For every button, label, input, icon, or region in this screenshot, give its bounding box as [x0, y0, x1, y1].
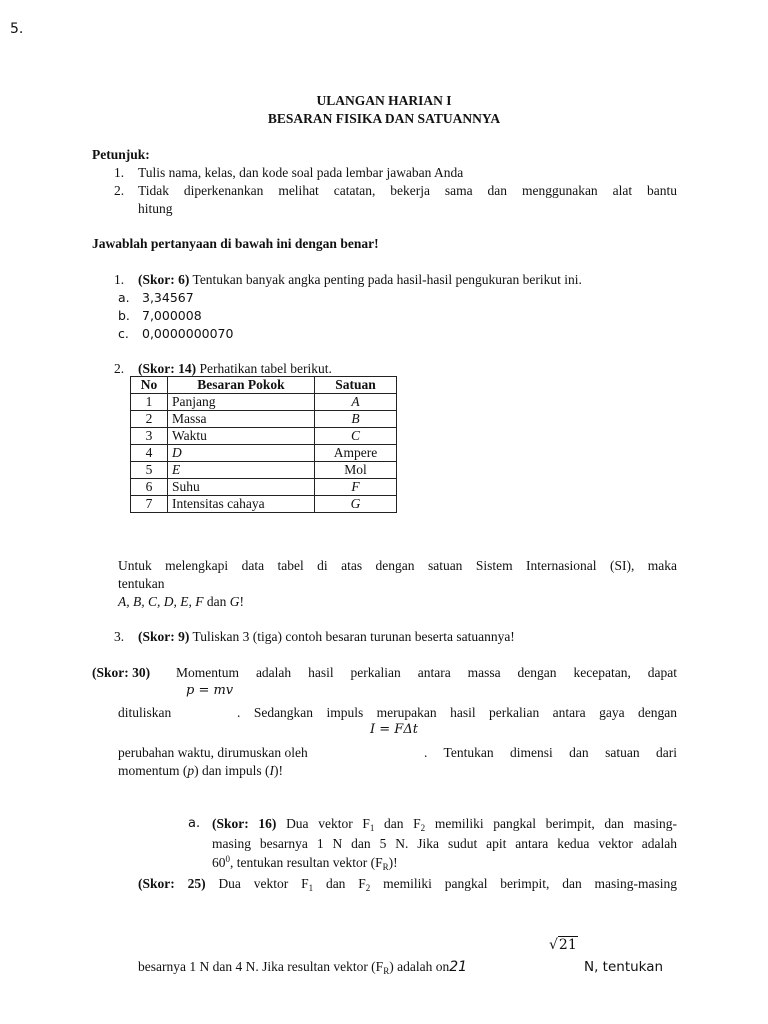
q1-option-a-value: 3,34567	[142, 290, 194, 305]
table-row	[131, 411, 397, 428]
answer-prompt: Jawablah pertanyaan di bawah ini dengan benar!	[92, 236, 379, 251]
table-cell-satuan: C	[315, 428, 397, 445]
q5a-line-1	[212, 815, 677, 833]
instruction-1-text: Tulis nama, kelas, dan kode soal pada lembar jawaban Anda	[138, 165, 464, 180]
q5b-line-1	[138, 875, 677, 893]
q2-followup-vars: A, B, C, D, E, F	[118, 594, 204, 609]
q1-score: (Skor: 6)	[138, 272, 190, 287]
q5a-line-2: masing besarnya 1 N dan 5 N. Jika sudut apit antara kedua vektor adalah	[212, 836, 677, 851]
instruction-2-text-line-2: hitung	[138, 201, 173, 216]
table-row	[131, 479, 397, 496]
q2-number: 2.	[114, 361, 125, 376]
q5a-line-3-a: 60	[212, 855, 226, 870]
q2-text: Perhatikan tabel berikut.	[199, 361, 332, 376]
table-row	[131, 462, 397, 479]
table-cell-besaran: Panjang	[168, 394, 315, 411]
instruction-1-number: 1.	[114, 165, 125, 180]
q4-formula-momentum: p = mv	[186, 683, 234, 698]
instruction-2-number: 2.	[114, 183, 125, 198]
q5b-line-2	[138, 958, 467, 976]
q5b-line-2-b: ) adalah on	[389, 959, 450, 974]
q5b-sqrt-symbol: √	[549, 937, 558, 953]
q3-text-line	[138, 628, 515, 646]
table-cell-besaran: Massa	[168, 411, 315, 428]
table-header-satuan: Satuan	[315, 377, 397, 394]
page-number: 5.	[10, 21, 24, 37]
q5a-line-3	[212, 854, 398, 872]
q5b-line-2-num: 21	[449, 959, 468, 975]
q3-score: (Skor: 9)	[138, 629, 190, 644]
q1-number: 1.	[114, 272, 125, 287]
q5b-sqrt-value: 21	[558, 937, 577, 953]
title-line-1: ULANGAN HARIAN I	[316, 93, 452, 108]
table-cell-no: 7	[131, 496, 168, 513]
table-cell-besaran: Suhu	[168, 479, 315, 496]
q5b-sqrt-formula	[549, 936, 578, 954]
q4-line-3-b: . Tentukan dimensi dan satuan dari	[424, 745, 677, 760]
table-header-besaran: Besaran Pokok	[168, 377, 315, 394]
table-cell-no: 1	[131, 394, 168, 411]
q5a-line-1-c: memiliki pangkal berimpit, dan masing-	[434, 816, 678, 831]
instructions-heading: Petunjuk:	[92, 147, 150, 162]
q1-option-c-label: c.	[118, 326, 129, 341]
q4-score: (Skor: 30)	[92, 665, 151, 680]
q4-formula-impuls: I = FΔt	[370, 722, 418, 737]
q1-text-line	[138, 271, 582, 289]
table-header-row	[131, 377, 397, 394]
q2-followup-last: G	[229, 594, 240, 609]
q5a-line-3-c: )!	[388, 855, 398, 870]
table-row	[131, 445, 397, 462]
q3-text: Tuliskan 3 (tiga) contoh besaran turunan beserta satuannya!	[192, 629, 515, 644]
table-cell-no: 5	[131, 462, 168, 479]
q1-option-c-value: 0,0000000070	[142, 326, 234, 341]
table-cell-no: 6	[131, 479, 168, 496]
besaran-pokok-table	[130, 376, 397, 513]
q5a-line-1-b: dan F	[384, 816, 421, 831]
q2-followup-line-3	[118, 593, 244, 611]
table-header-no: No	[131, 377, 168, 394]
q1-option-b-value: 7,000008	[142, 308, 202, 323]
table-cell-no: 2	[131, 411, 168, 428]
table-cell-no: 3	[131, 428, 168, 445]
q2-followup-line-1: Untuk melengkapi data tabel di atas dengan satuan Sistem Internasional (SI), maka	[118, 558, 677, 573]
q4-line-4-c: )!	[274, 763, 283, 778]
table-cell-besaran: Waktu	[168, 428, 315, 445]
q5b-line-2-end: N, tentukan	[584, 959, 664, 975]
instruction-2-text-line-1: Tidak diperkenankan melihat catatan, bekerja sama dan menggunakan alat bantu	[138, 183, 677, 198]
table-cell-satuan: G	[315, 496, 397, 513]
q4-line-3-a: perubahan waktu, dirumuskan oleh	[118, 745, 308, 760]
q5b-line-2-a: besarnya 1 N dan 4 N. Jika resultan vektor (F	[138, 959, 384, 974]
q5b-sub-r: R	[383, 966, 390, 976]
q1-text: Tentukan banyak angka penting pada hasil-hasil pengukuran berikut ini.	[192, 272, 582, 287]
q4-line-2-b: . Sedangkan impuls merupakan hasil perkalian antara gaya dengan	[237, 705, 677, 720]
q5b-sub-2: 2	[365, 883, 371, 893]
table-row	[131, 428, 397, 445]
table-cell-besaran: Intensitas cahaya	[168, 496, 315, 513]
q5a-sub-r: R	[382, 862, 389, 872]
q5b-line-1-b: dan F	[325, 876, 366, 891]
q4-line-1: Momentum adalah hasil perkalian antara massa dengan kecepatan, dapat	[176, 665, 677, 680]
q5a-sub-1: 1	[369, 823, 375, 833]
q2-followup-line-2: tentukan	[118, 576, 165, 591]
table-cell-besaran: D	[168, 445, 315, 462]
q1-option-b-label: b.	[118, 308, 130, 323]
table-cell-no: 4	[131, 445, 168, 462]
q4-line-2-a: dituliskan	[118, 705, 172, 720]
q2-followup-and: dan	[206, 594, 227, 609]
table-cell-besaran: E	[168, 462, 315, 479]
q3-number: 3.	[114, 629, 125, 644]
q4-line-4	[118, 762, 283, 780]
q5a-degree: 0	[225, 854, 230, 864]
table-cell-satuan: F	[315, 479, 397, 496]
q2-followup-end: !	[239, 594, 244, 609]
q5a-line-3-b: , tentukan resultan vektor (F	[230, 855, 383, 870]
q5a-score: (Skor: 16)	[212, 816, 277, 831]
q5b-sub-1: 1	[308, 883, 314, 893]
table-cell-satuan: Ampere	[315, 445, 397, 462]
q4-line-4-i: I	[269, 763, 274, 778]
q4-line-4-b: ) dan impuls (	[194, 763, 270, 778]
q4-line-4-a: momentum (	[118, 763, 188, 778]
title-line-2: BESARAN FISIKA DAN SATUANNYA	[267, 111, 501, 126]
q5a-sub-2: 2	[420, 823, 426, 833]
table-cell-satuan: A	[315, 394, 397, 411]
q5a-label: a.	[188, 816, 201, 831]
q1-option-a-label: a.	[118, 290, 130, 305]
q5b-line-1-c: memiliki pangkal berimpit, dan masing-masing	[383, 876, 678, 891]
q4-line-4-p: p	[187, 763, 195, 778]
q5a-line-1-a: Dua vektor F	[286, 816, 370, 831]
table-row	[131, 394, 397, 411]
q2-score: (Skor: 14)	[138, 361, 197, 376]
table-row	[131, 496, 397, 513]
q5b-line-1-a: Dua vektor F	[218, 876, 309, 891]
table-cell-satuan: B	[315, 411, 397, 428]
table-cell-satuan: Mol	[315, 462, 397, 479]
q5b-score: (Skor: 25)	[138, 876, 206, 891]
